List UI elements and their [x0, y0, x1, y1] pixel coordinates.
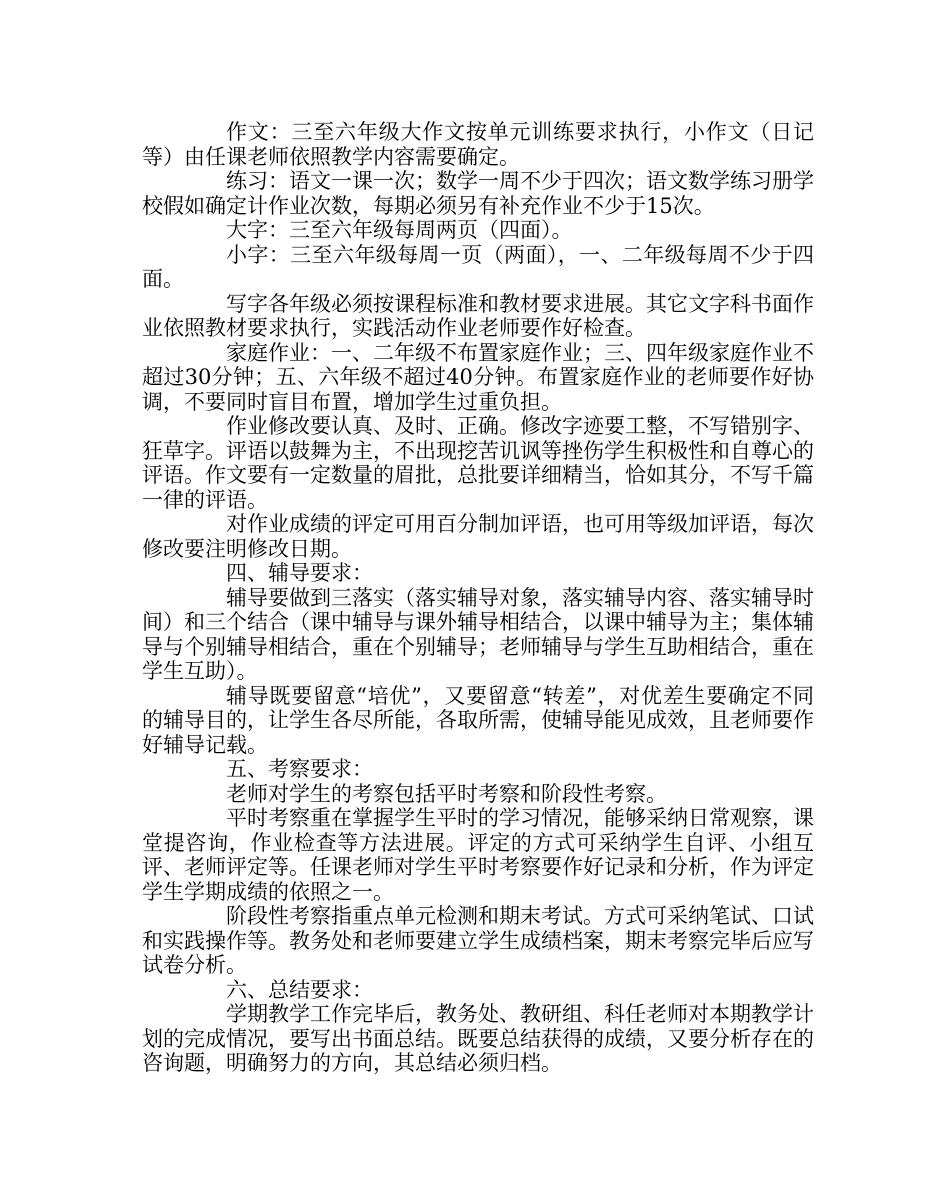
paragraph-grading: 对作业成绩的评定可用百分制加评语，也可用等级加评语，每次修改要注明修改日期。 — [142, 512, 814, 561]
paragraph-large-characters: 大字：三至六年级每周两页（四面）。 — [226, 218, 573, 242]
paragraph-summary: 学期教学工作完毕后，教务处、教研组、科任老师对本期教学计划的完成情况，要写出书面总结。既要总结获得的成绩，又要分析存在的咨询题，明确努力的方向，其总结必须归档。 — [142, 1002, 814, 1075]
paragraph-exercises: 练习：语文一课一次；数学一周不少于四次；语文数学练习册学校假如确定计作业次数，每期必须另有补充作业不少于15次。 — [142, 169, 814, 218]
document-body — [142, 120, 814, 1076]
paragraph-regular-assessment: 平时考察重在掌握学生平时的学习情况，能够采纳日常观察，课堂提咨询，作业检查等方法进展。评定的方式可采纳学生自评、小组互评、老师评定等。任课老师对学生平时考察要作好记录和分析，作为评定学生学期成绩的依照之一。 — [142, 806, 814, 904]
section-heading-tutoring: 四、辅导要求： — [226, 561, 373, 585]
paragraph-tutoring-principles: 辅导要做到三落实（落实辅导对象，落实辅导内容、落实辅导时间）和三个结合（课中辅导与课外辅导相结合，以课中辅导为主；集体辅导与个别辅导相结合，重在个别辅导；老师辅导与学生互助相结合，重在学生互助）。 — [142, 585, 814, 683]
section-heading-assessment: 五、考察要求： — [226, 757, 373, 781]
paragraph-correction: 作业修改要认真、及时、正确。修改字迹要工整，不写错别字、狂草字。评语以鼓舞为主，不出现挖苦讥讽等挫伤学生积极性和自尊心的评语。作文要有一定数量的眉批，总批要详细精当，恰如其分，不写千篇一律的评语。 — [142, 414, 814, 512]
paragraph-small-characters: 小字：三至六年级每周一页（两面），一、二年级每周不少于四面。 — [142, 242, 814, 291]
paragraph-tutoring-focus: 辅导既要留意“培优”，又要留意“转差”，对优差生要确定不同的辅导目的，让学生各尽所能，各取所需，使辅导能见成效，且老师要作好辅导记载。 — [142, 683, 814, 757]
paragraph-homework: 家庭作业：一、二年级不布置家庭作业；三、四年级家庭作业不超过30分钟；五、六年级不超过40分钟。布置家庭作业的老师要作好协调，不要同时盲目布置，增加学生过重负担。 — [142, 340, 814, 414]
section-heading-summary: 六、总结要求： — [226, 977, 373, 1002]
paragraph-stage-assessment: 阶段性考察指重点单元检测和期末考试。方式可采纳笔试、口试和实践操作等。教务处和老师要建立学生成绩档案，期末考察完毕后应写试卷分析。 — [142, 904, 814, 977]
paragraph-writing: 写字各年级必须按课程标准和教材要求进展。其它文字科书面作业依照教材要求执行，实践活动作业老师要作好检查。 — [142, 291, 814, 340]
paragraph-essay: 作文：三至六年级大作文按单元训练要求执行，小作文（日记等）由任课老师依照教学内容需要确定。 — [142, 120, 814, 169]
paragraph-assessment-types: 老师对学生的考察包括平时考察和阶段性考察。 — [226, 781, 667, 806]
